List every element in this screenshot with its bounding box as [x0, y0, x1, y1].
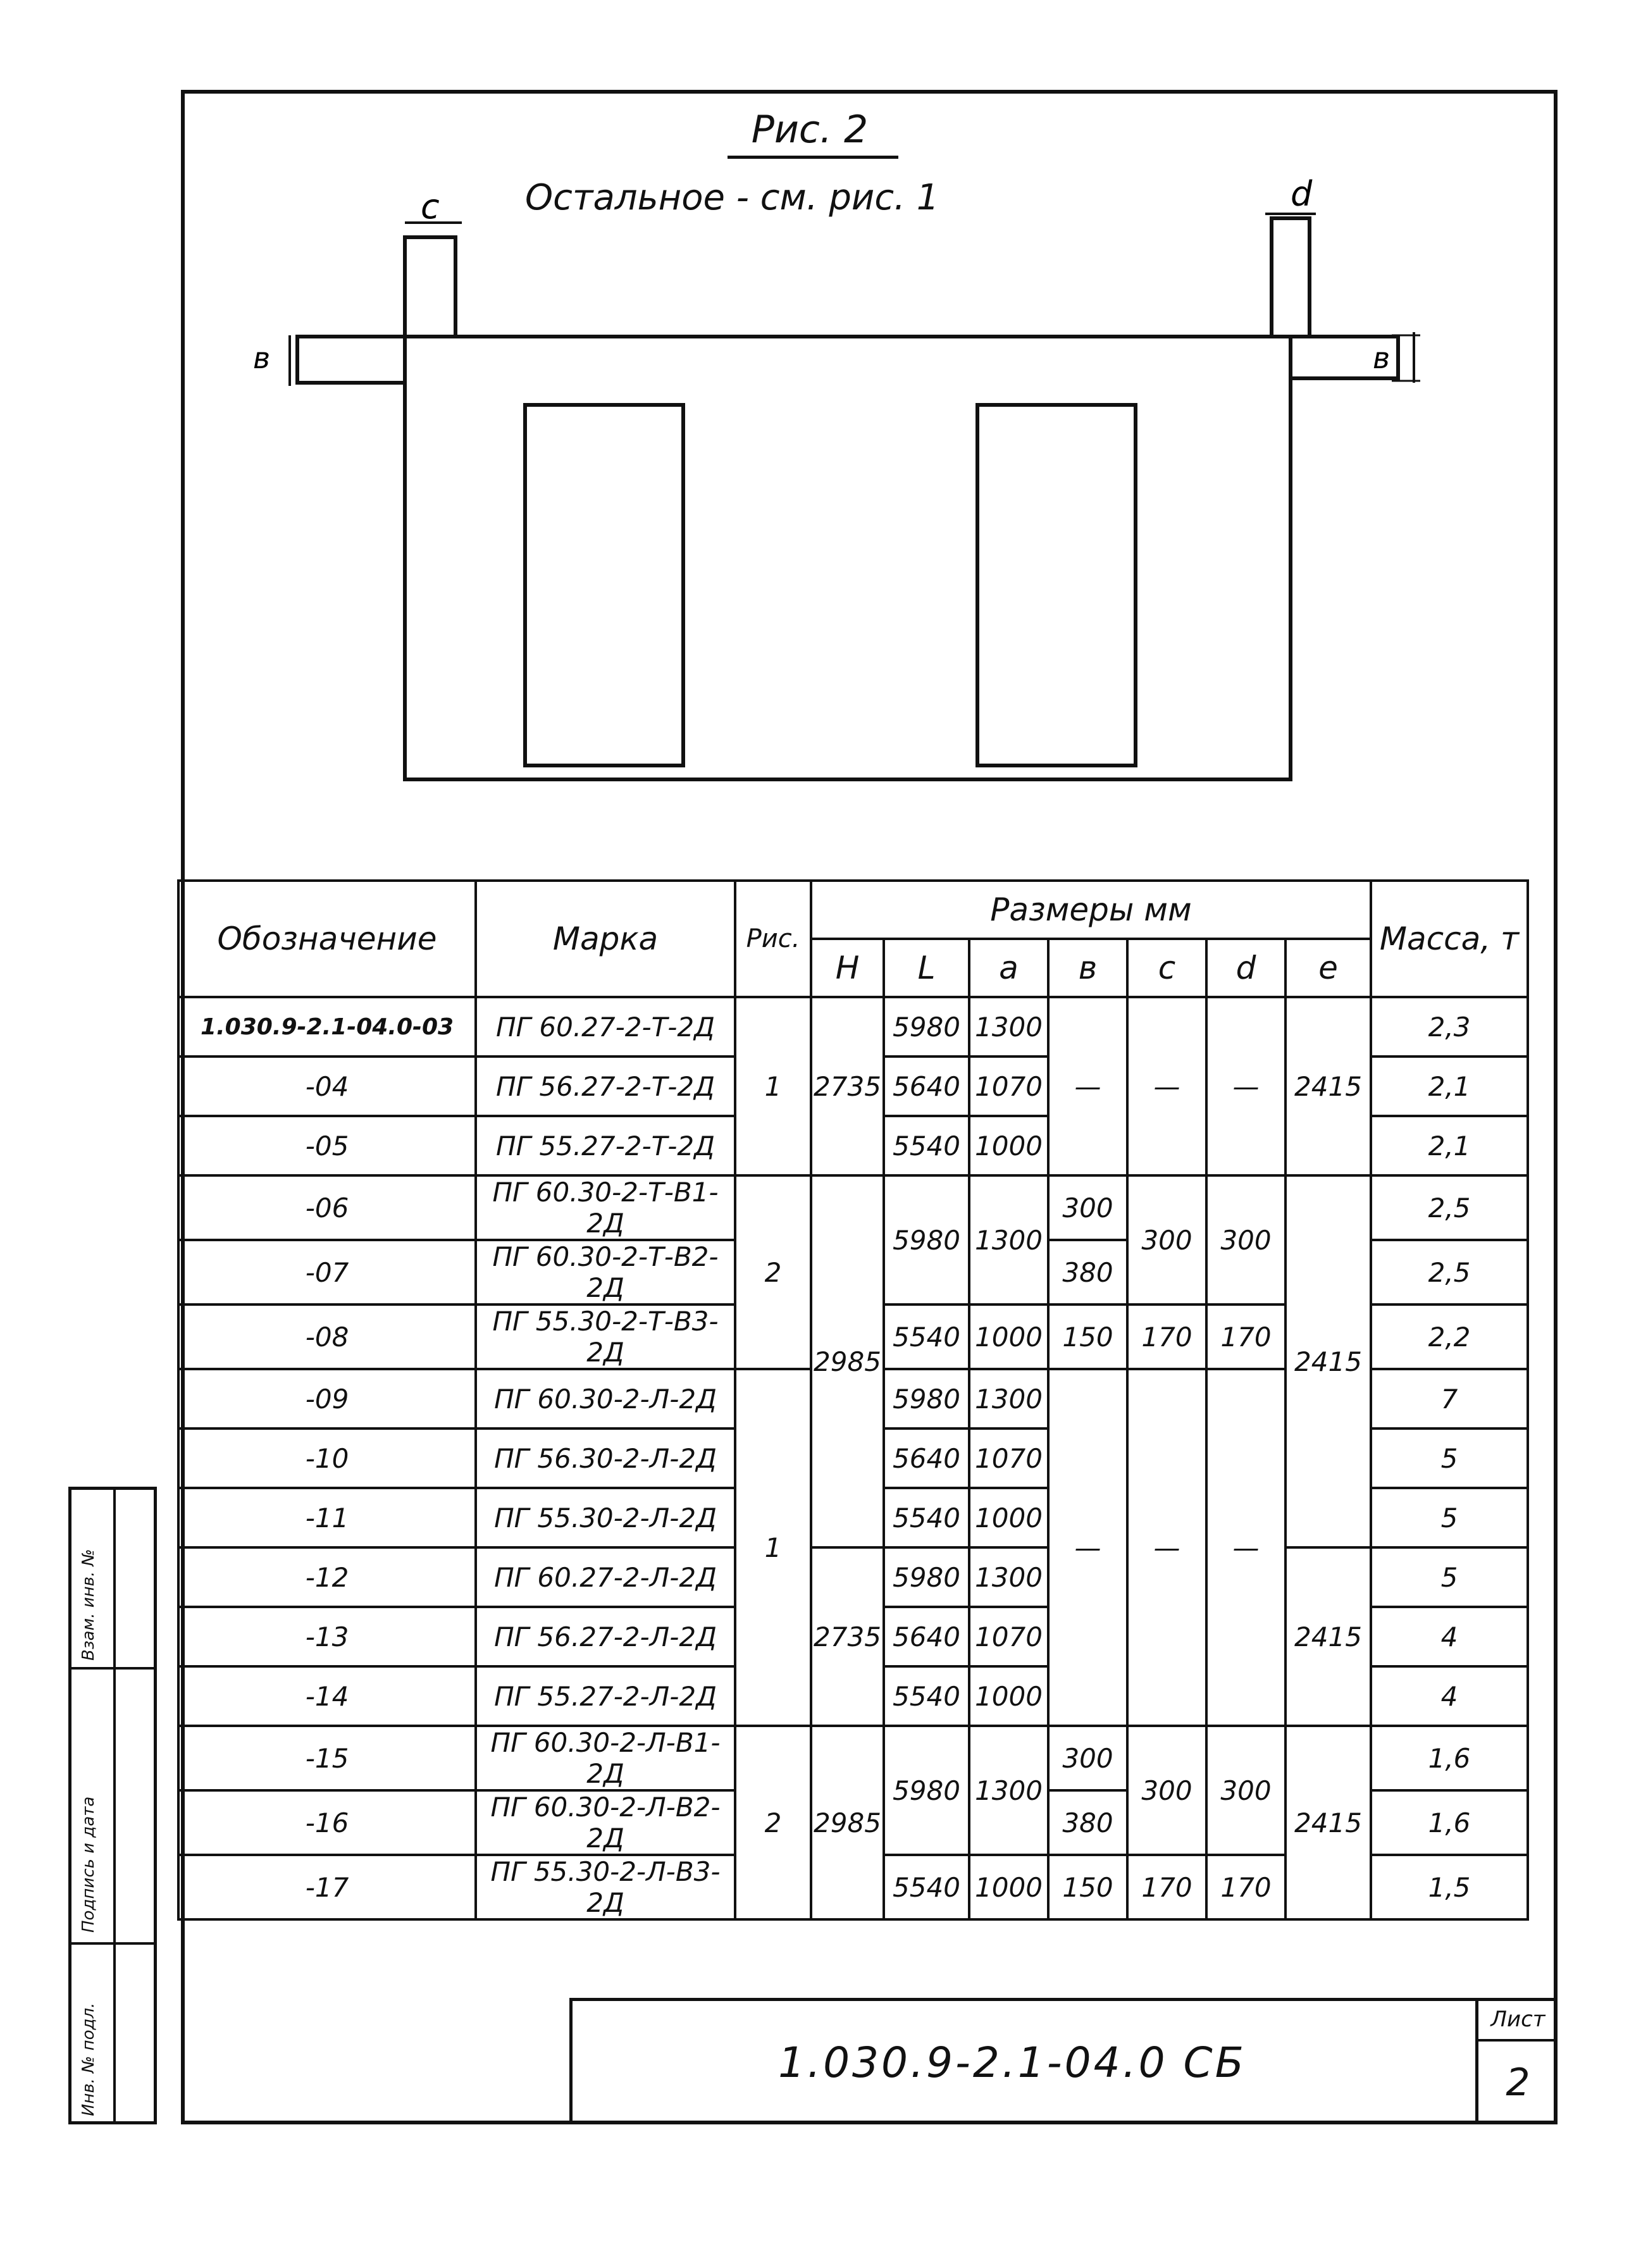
cell-L: 5980	[884, 997, 969, 1057]
cell-designation: -05	[178, 1116, 476, 1175]
dim-label-b-right: в	[1373, 341, 1391, 375]
cell-mass: 5	[1371, 1488, 1528, 1547]
sidebar-stamp	[68, 1487, 157, 2124]
sidebar-row-divider	[71, 1667, 154, 1670]
header-L: L	[884, 939, 969, 997]
cell-mass: 4	[1371, 1607, 1528, 1666]
sidebar-row-divider	[71, 1942, 154, 1945]
table-row	[178, 997, 1528, 1057]
cell-e: 2415	[1285, 1726, 1371, 1919]
cell-d: —	[1206, 1369, 1285, 1726]
table-row	[178, 1175, 1528, 1240]
cell-mass: 2,5	[1371, 1175, 1528, 1240]
panel-opening-right	[977, 405, 1136, 765]
cell-designation: -04	[178, 1057, 476, 1116]
cell-L: 5980	[884, 1547, 969, 1607]
cell-a: 1300	[969, 1547, 1048, 1607]
header-fig: Рис.	[735, 881, 811, 997]
cell-fig: 1	[735, 997, 811, 1175]
cell-mark: ПГ 55.30-2-Л-2Д	[476, 1488, 735, 1547]
cell-L: 5540	[884, 1116, 969, 1175]
cell-designation: -11	[178, 1488, 476, 1547]
cell-mark: ПГ 60.27-2-Л-2Д	[476, 1547, 735, 1607]
console-right-post	[1272, 218, 1310, 337]
header-e: e	[1285, 939, 1371, 997]
cell-mass: 4	[1371, 1666, 1528, 1726]
cell-mark: ПГ 56.27-2-Л-2Д	[476, 1607, 735, 1666]
cell-mass: 2,2	[1371, 1304, 1528, 1369]
header-c: c	[1127, 939, 1206, 997]
cell-b: 380	[1048, 1790, 1127, 1855]
panel-opening-left	[525, 405, 683, 765]
cell-mass: 2,3	[1371, 997, 1528, 1057]
sidebar-divider	[113, 1490, 116, 2121]
cell-e: 2415	[1285, 1175, 1371, 1547]
cell-mass: 2,5	[1371, 1240, 1528, 1304]
cell-H: 2985	[811, 1726, 884, 1919]
cell-L: 5640	[884, 1607, 969, 1666]
document-code: 1.030.9-2.1-04.0 СБ	[778, 2038, 1246, 2087]
cell-mark: ПГ 56.27-2-Т-2Д	[476, 1057, 735, 1116]
cell-mark: ПГ 56.30-2-Л-2Д	[476, 1428, 735, 1488]
cell-mass: 2,1	[1371, 1116, 1528, 1175]
console-left	[297, 237, 455, 383]
cell-mark: ПГ 55.27-2-Т-2Д	[476, 1116, 735, 1175]
cell-fig: 2	[735, 1175, 811, 1369]
cell-c: —	[1127, 997, 1206, 1175]
header-H: H	[811, 939, 884, 997]
cell-fig: 2	[735, 1726, 811, 1919]
cell-fig: 1	[735, 1369, 811, 1726]
cell-L: 5540	[884, 1855, 969, 1919]
cell-d: 170	[1206, 1855, 1285, 1919]
cell-designation: -13	[178, 1607, 476, 1666]
cell-designation: -12	[178, 1547, 476, 1607]
cell-b: 150	[1048, 1304, 1127, 1369]
cell-d: 170	[1206, 1304, 1285, 1369]
cell-mass: 1,6	[1371, 1726, 1528, 1790]
cell-designation: -08	[178, 1304, 476, 1369]
figure-subtitle: Остальное - см. рис. 1	[525, 177, 939, 218]
cell-L: 5980	[884, 1175, 969, 1304]
cell-a: 1300	[969, 1369, 1048, 1428]
sheet-box	[1475, 2001, 1558, 2124]
cell-mark: ПГ 60.27-2-Т-2Д	[476, 997, 735, 1057]
cell-mass: 7	[1371, 1369, 1528, 1428]
cell-a: 1300	[969, 997, 1048, 1057]
header-mark: Марка	[476, 881, 735, 997]
cell-H: 2735	[811, 1547, 884, 1726]
cell-mark: ПГ 60.30-2-Т-В1-2Д	[476, 1175, 735, 1240]
cell-designation: -06	[178, 1175, 476, 1240]
cell-mark: ПГ 55.30-2-Т-В3-2Д	[476, 1304, 735, 1369]
cell-L: 5980	[884, 1726, 969, 1855]
cell-a: 1000	[969, 1855, 1048, 1919]
panel-drawing	[0, 0, 1629, 886]
cell-c: —	[1127, 1369, 1206, 1726]
cell-mass: 5	[1371, 1428, 1528, 1488]
sidebar-label-signature: Подпись и дата	[79, 1796, 98, 1933]
cell-a: 1300	[969, 1175, 1048, 1304]
cell-L: 5640	[884, 1057, 969, 1116]
cell-b: —	[1048, 1369, 1127, 1726]
cell-e: 2415	[1285, 997, 1371, 1175]
cell-mass: 1,6	[1371, 1790, 1528, 1855]
header-d: d	[1206, 939, 1285, 997]
cell-d: —	[1206, 997, 1285, 1175]
cell-a: 1070	[969, 1057, 1048, 1116]
cell-designation: -14	[178, 1666, 476, 1726]
cell-L: 5540	[884, 1666, 969, 1726]
cell-mark: ПГ 60.30-2-Т-В2-2Д	[476, 1240, 735, 1304]
figure-title-text: Рис. 2	[751, 108, 869, 152]
cell-L: 5640	[884, 1428, 969, 1488]
cell-a: 1000	[969, 1304, 1048, 1369]
cell-designation: -10	[178, 1428, 476, 1488]
sidebar-label-replace: Взам. инв. №	[79, 1549, 98, 1661]
title-block	[569, 1998, 1558, 2124]
cell-mark: ПГ 55.30-2-Л-В3-2Д	[476, 1855, 735, 1919]
sheet-number: 2	[1506, 2060, 1530, 2105]
specification-table	[177, 879, 1529, 1921]
cell-a: 1070	[969, 1607, 1048, 1666]
dim-label-c: c	[421, 187, 440, 226]
cell-L: 5540	[884, 1304, 969, 1369]
cell-b: 380	[1048, 1240, 1127, 1304]
header-a: a	[969, 939, 1048, 997]
header-mass: Масса, т	[1371, 881, 1528, 997]
cell-mass: 1,5	[1371, 1855, 1528, 1919]
dim-label-d: d	[1291, 174, 1313, 214]
cell-b: 300	[1048, 1726, 1127, 1790]
sheet-label: Лист	[1478, 2001, 1558, 2042]
cell-c: 300	[1127, 1726, 1206, 1855]
cell-c: 170	[1127, 1855, 1206, 1919]
cell-designation: -17	[178, 1855, 476, 1919]
header-b: в	[1048, 939, 1127, 997]
cell-mark: ПГ 60.30-2-Л-В2-2Д	[476, 1790, 735, 1855]
cell-designation: -07	[178, 1240, 476, 1304]
cell-H: 2735	[811, 997, 884, 1175]
sidebar-label-inv: Инв. № подл.	[79, 2002, 98, 2116]
cell-H: 2985	[811, 1175, 884, 1547]
cell-a: 1000	[969, 1116, 1048, 1175]
cell-e: 2415	[1285, 1547, 1371, 1726]
cell-mark: ПГ 60.30-2-Л-В1-2Д	[476, 1726, 735, 1790]
cell-b: —	[1048, 997, 1127, 1175]
cell-d: 300	[1206, 1175, 1285, 1304]
cell-a: 1070	[969, 1428, 1048, 1488]
cell-designation: -09	[178, 1369, 476, 1428]
dim-label-b-left: в	[253, 341, 271, 375]
cell-b: 300	[1048, 1175, 1127, 1240]
cell-a: 1000	[969, 1666, 1048, 1726]
table-row	[178, 1547, 1528, 1607]
cell-d: 300	[1206, 1726, 1285, 1855]
cell-designation: -15	[178, 1726, 476, 1790]
cell-a: 1000	[969, 1488, 1048, 1547]
cell-b: 150	[1048, 1855, 1127, 1919]
cell-designation: 1.030.9-2.1-04.0-03	[178, 997, 476, 1057]
cell-L: 5540	[884, 1488, 969, 1547]
cell-mass: 2,1	[1371, 1057, 1528, 1116]
cell-c: 300	[1127, 1175, 1206, 1304]
table-row	[178, 1726, 1528, 1790]
cell-a: 1300	[969, 1726, 1048, 1855]
cell-L: 5980	[884, 1369, 969, 1428]
cell-c: 170	[1127, 1304, 1206, 1369]
header-designation: Обозначение	[178, 881, 476, 997]
cell-designation: -16	[178, 1790, 476, 1855]
cell-mark: ПГ 60.30-2-Л-2Д	[476, 1369, 735, 1428]
header-dimensions: Размеры мм	[811, 881, 1371, 939]
cell-mass: 5	[1371, 1547, 1528, 1607]
cell-mark: ПГ 55.27-2-Л-2Д	[476, 1666, 735, 1726]
